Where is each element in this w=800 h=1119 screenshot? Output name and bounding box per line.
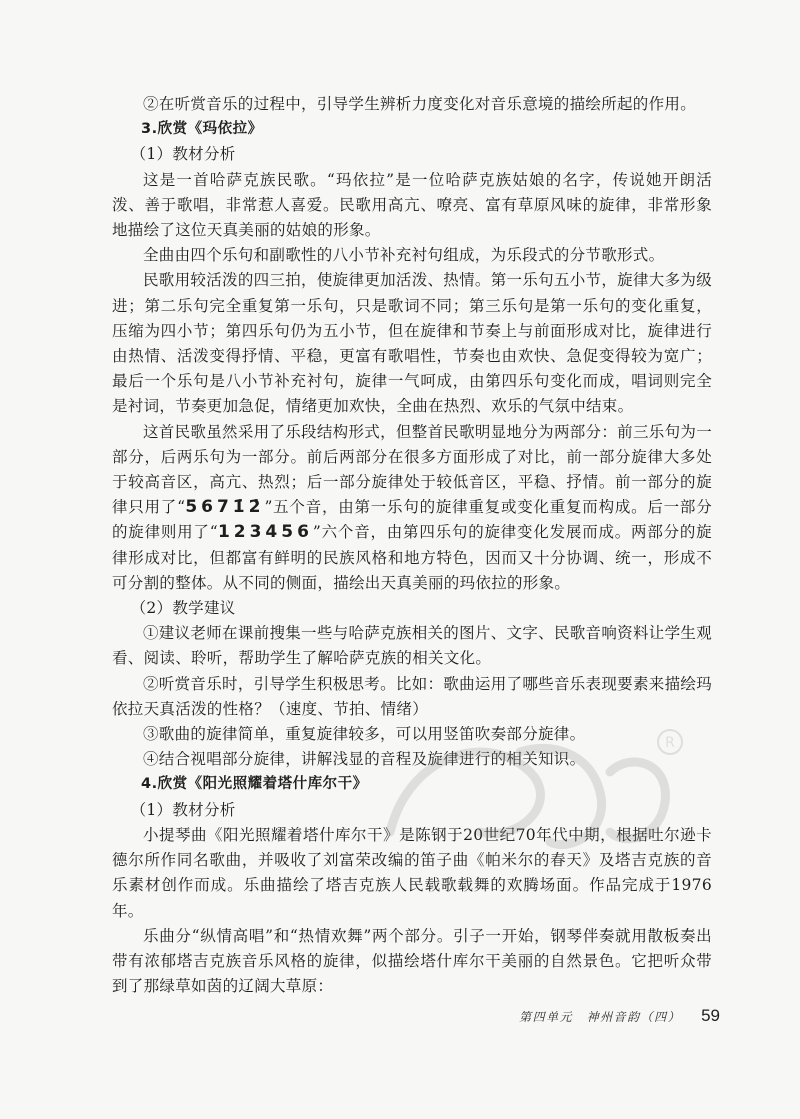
suggestion-2: ②听赏音乐时，引导学生积极思考。比如：歌曲运用了哪些音乐表现要素来描绘玛依拉天真活泼的性格？（速度、节拍、情绪） <box>112 674 712 718</box>
section-heading-4: 4.欣赏《阳光照耀着塔什库尔干》 <box>141 776 368 793</box>
paragraph-two-parts <box>112 420 712 596</box>
paragraph-sections: 乐曲分“纵情高唱”和“热情欢舞”两个部分。引子一开始，钢琴伴奏就用散板奏出带有浓郁塔吉克族音乐风格的旋律，似描绘塔什库尔干美丽的自然景色。它把听众带到了那绿草如茵的辽阔大草原： <box>112 926 712 996</box>
paragraph-phrases: 民歌用较活泼的四三拍，使旋律更加活泼、热情。第一乐句五小节，旋律大多为级进；第二乐句完全重复第一乐句，只是歌词不同；第三乐句是第一乐句的变化重复，压缩为四小节；第四乐句仍为五小节，但在旋律和节奏上与前面形成对比，旋律进行由热情、活泼变得抒情、平稳，更富有歌唱性，节奏也由欢快、急促变得较为宽广；最后一个乐句是八小节补充衬句，旋律一气呵成，由第四乐句变化而成，唱词则完全是衬词，节奏更加急促，情绪更加欢快，全曲在热烈、欢乐的气氛中结束。 <box>112 271 712 416</box>
body-text <box>112 92 712 999</box>
jianpu-notes-six: 123456 <box>217 522 313 543</box>
section-heading-3: 3.欣赏《玛依拉》 <box>141 121 263 138</box>
paragraph-structure: 全曲由四个乐句和副歌性的八小节补充衬句组成，为乐段式的分节歌形式。 <box>143 246 665 265</box>
subheading-material-analysis: （1）教材分析 <box>130 145 236 164</box>
jianpu-notes-five: 5671̇2̇ <box>185 497 265 518</box>
paragraph-1: ②在听赏音乐的过程中，引导学生辨析力度变化对音乐意境的描绘所起的作用。 <box>143 95 697 113</box>
suggestion-3: ③歌曲的旋律简单，重复旋律较多，可以用竖笛吹奏部分旋律。 <box>143 725 586 744</box>
subheading-teaching-suggestions: （2）教学建议 <box>130 599 236 618</box>
page-number: 59 <box>701 1006 720 1025</box>
unit-label: 第四单元 神州音韵（四） <box>519 1010 682 1024</box>
text-segment: 这首民歌虽然采用了乐段结构形式，但整首民歌明显地分为两部分：前三乐句为一部分，后两乐句为一部分。前后两部分在很多方面形成了对比，前一部分旋律大多处于较高音区，高亢、热烈；后一部分旋律处于较低音区，平稳、抒情。前一部分的旋律只用了“ <box>112 422 712 517</box>
suggestion-1: ①建议老师在课前搜集一些与哈萨克族相关的图片、文字、民歌音响资料让学生观看、阅读、聆听，帮助学生了解哈萨克族的相关文化。 <box>112 624 712 668</box>
paragraph-intro: 这是一首哈萨克族民歌。“玛依拉”是一位哈萨克族姑娘的名字，传说她开朗活泼、善于歌唱，非常惹人喜爱。民歌用高亢、嘹亮、富有草原风味的旋律，非常形象地描绘了这位天真美丽的姑娘的形象。 <box>112 170 712 240</box>
page-footer <box>510 1006 720 1026</box>
text-segment: ”六个音，由第四乐句的旋律变化发展而成。两部分的旋律形成对比，但都富有鲜明的民族风格和地方特色，因而又十分协调、统一，形成不可分割的整体。从不同的侧面，描绘出天真美丽的玛依拉的形象。 <box>112 523 712 592</box>
suggestion-4: ④结合视唱部分旋律，讲解浅显的音程及旋律进行的相关知识。 <box>143 750 586 769</box>
svg-text:R: R <box>665 735 675 751</box>
paragraph-violin: 小提琴曲《阳光照耀着塔什库尔干》是陈钢于20世纪70年代中期，根据吐尔逊卡德尔所作同名歌曲，并吸收了刘富荣改编的笛子曲《帕米尔的春天》及塔吉克族的音乐素材创作而成。乐曲描绘了塔吉克族人民载歌载舞的欢腾场面。作品完成于1976年。 <box>112 825 712 920</box>
subheading-material-analysis-2: （1）教材分析 <box>130 800 236 819</box>
text-segment: ”五个音，由第一乐句的旋律重复或变化重复而构成。后一部分的旋律则用了“ <box>112 498 712 542</box>
